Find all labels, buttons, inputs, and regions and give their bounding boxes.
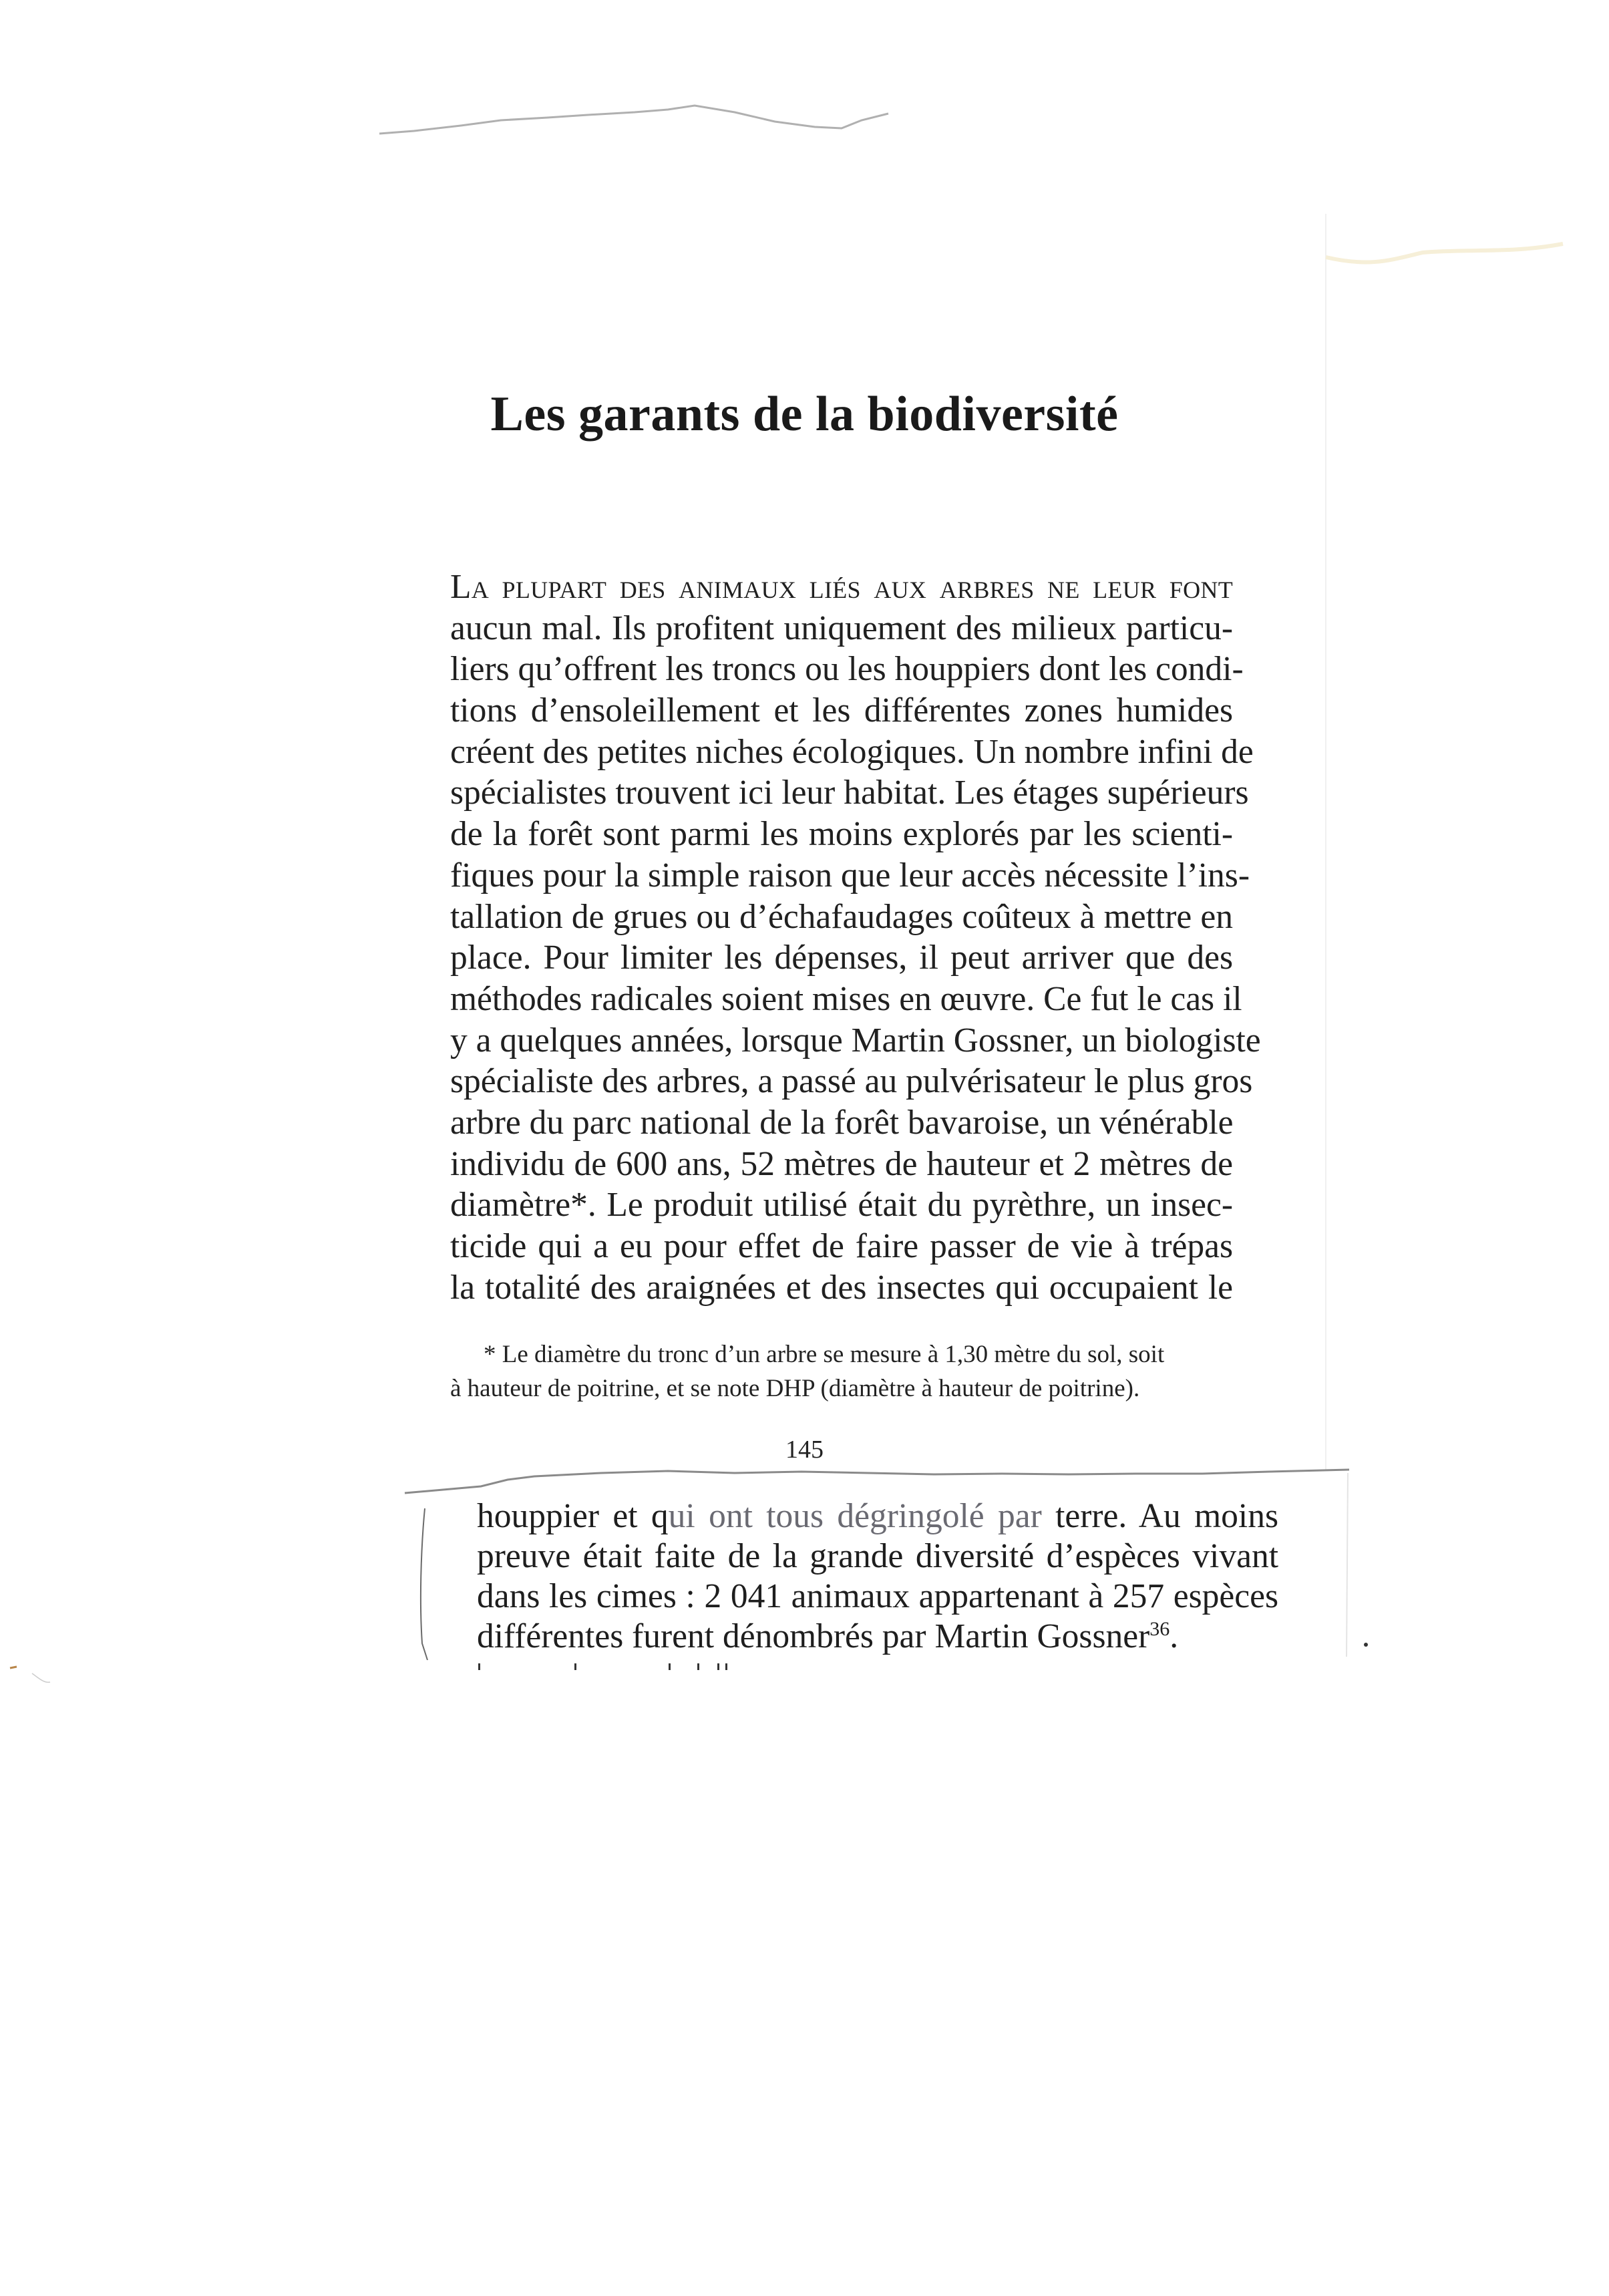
- body-line: spécialistes trouvent ici leur habitat. Les étages supérieurs: [450, 774, 1249, 812]
- speck-stroke: [10, 1667, 17, 1668]
- body-line: diamètre*. Le produit utilisé était du pyrèthre, un insec-: [450, 1186, 1233, 1224]
- continued-last-period: .: [1170, 1617, 1179, 1655]
- speck-curve: [32, 1673, 50, 1682]
- body-line: la totalité des araignées et des insectes qui occupaient le: [450, 1268, 1233, 1307]
- body-line: y a quelques années, lorsque Martin Gossner, un biologiste: [450, 1021, 1261, 1059]
- footnote-line: à hauteur de poitrine, et se note DHP (diamètre à hauteur de poitrine).: [450, 1375, 1140, 1402]
- chapter-title: Les garants de la biodiversité: [490, 386, 1119, 442]
- footnote-line: * Le diamètre du tronc d’un arbre se mesure à 1,30 mètre du sol, soit: [484, 1341, 1165, 1368]
- paper-smudge: [1326, 244, 1563, 263]
- paste-right-edge: [1347, 1473, 1348, 1657]
- body-line: place. Pour limiter les dépenses, il peut arriver que des: [450, 939, 1233, 977]
- text-remnant: [669, 1663, 671, 1670]
- text-remnant: [697, 1663, 699, 1670]
- top-paper-edge: [379, 106, 888, 134]
- continued-line: preuve était faite de la grande diversité d’espèces vivant: [477, 1537, 1278, 1575]
- continued-line-faded: ui ont tous dégringolé par: [668, 1497, 1042, 1535]
- continued-last-line: [477, 1617, 1278, 1657]
- body-line: tallation de grues ou d’échafaudages coûteux à mettre en: [450, 897, 1233, 936]
- body-paragraph: [450, 566, 1261, 1308]
- continued-line: [477, 1496, 1278, 1536]
- body-line: aucun mal. Ils profitent uniquement des milieux particu-: [450, 609, 1233, 647]
- body-line: individu de 600 ans, 52 mètres de hauteur et 2 mètres de: [450, 1144, 1233, 1183]
- body-line: ticide qui a eu pour effet de faire passer de vie à trépas: [450, 1227, 1233, 1265]
- text-remnant: [717, 1663, 719, 1670]
- continued-line-end: terre. Au moins: [1041, 1497, 1278, 1535]
- body-line: méthodes radicales soient mises en œuvre. Ce fut le cas il: [450, 979, 1242, 1018]
- body-line: liers qu’offrent les troncs ou les houppiers dont les condi-: [450, 650, 1244, 689]
- continued-line-start: houppier et q: [477, 1497, 669, 1535]
- continued-paragraph: [477, 1496, 1278, 1657]
- text-remnant: [725, 1663, 727, 1670]
- reference-number: 36: [1149, 1618, 1170, 1640]
- body-line: de la forêt sont parmi les moins explorés par les scienti-: [450, 815, 1233, 854]
- continued-line: dans les cimes : 2 041 animaux appartenant à 257 espèces: [477, 1577, 1278, 1615]
- page-number: 145: [785, 1436, 824, 1464]
- speck: [1364, 1643, 1368, 1647]
- body-line: fiques pour la simple raison que leur accès nécessite l’ins-: [450, 856, 1250, 894]
- paste-edge-line: [405, 1470, 1349, 1493]
- body-line: spécialiste des arbres, a passé au pulvérisateur le plus gros: [450, 1062, 1253, 1101]
- continued-last-text: différentes furent dénombrés par Martin Gossner: [477, 1617, 1150, 1655]
- text-remnant: [574, 1663, 576, 1670]
- cut-off-text-remnants: [477, 1663, 1145, 1677]
- body-line: tions d’ensoleillement et les différentes zones humides: [450, 691, 1233, 730]
- body-line: créent des petites niches écologiques. Un nombre infini de: [450, 732, 1254, 771]
- footnote: [450, 1337, 1233, 1406]
- body-line: arbre du parc national de la forêt bavaroise, un vénérable: [450, 1103, 1234, 1142]
- paste-left-edge: [421, 1508, 427, 1660]
- text-remnant: [478, 1663, 480, 1670]
- opening-line: La plupart des animaux liés aux arbres ne leur font: [450, 568, 1233, 606]
